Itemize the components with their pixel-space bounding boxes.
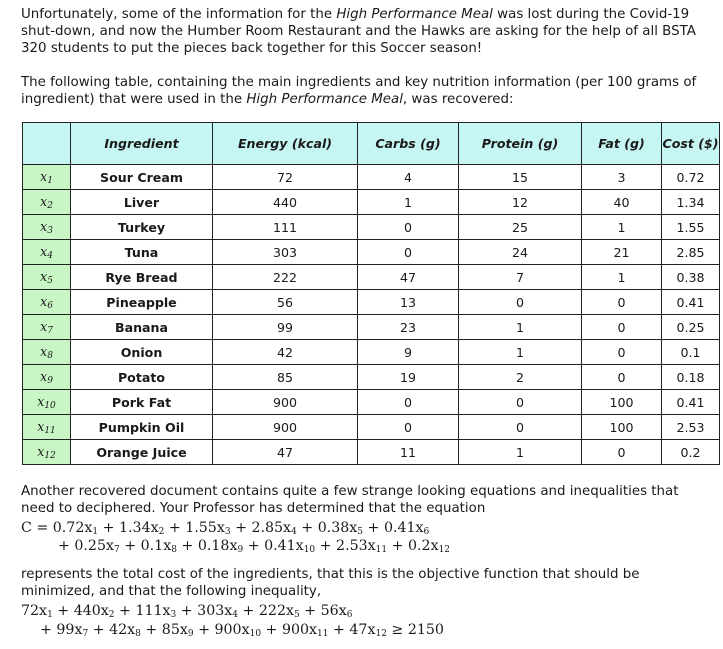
meal-name-2: High Performance Meal xyxy=(246,92,403,107)
term-subscript: 11 xyxy=(375,545,388,555)
carbs-cell: 0 xyxy=(358,240,459,265)
term-coefficient: + 900x xyxy=(261,622,318,638)
term-subscript: 10 xyxy=(303,545,316,555)
ingredient-cell: Pumpkin Oil xyxy=(71,415,213,440)
variable-cell: $x_2$ xyxy=(23,190,71,215)
term-coefficient: + 2.85x xyxy=(230,520,292,536)
term-subscript: 8 xyxy=(171,545,177,555)
fat-cell: 1 xyxy=(582,265,662,290)
term-subscript: 2 xyxy=(108,610,115,620)
fat-cell: 0 xyxy=(582,315,662,340)
energy-cell: 85 xyxy=(213,365,358,390)
variable-cell: $x_4$ xyxy=(23,240,71,265)
header-cell: Energy (kcal) xyxy=(213,123,358,165)
ingredient-cell: Banana xyxy=(71,315,213,340)
carbs-cell: 0 xyxy=(358,390,459,415)
protein-cell: 0 xyxy=(459,290,582,315)
ingredient-cell: Potato xyxy=(71,365,213,390)
fat-cell: 0 xyxy=(582,340,662,365)
carbs-cell: 9 xyxy=(358,340,459,365)
term-coefficient: + 2.53x xyxy=(315,538,376,554)
variable-cell: $x_3$ xyxy=(23,215,71,240)
term-coefficient: C = 0.72x xyxy=(21,520,93,536)
fat-cell: 100 xyxy=(582,390,662,415)
variable-cell: $x_7$ xyxy=(23,315,71,340)
variable-cell: $x_9$ xyxy=(23,365,71,390)
term-coefficient: + 1.34x xyxy=(98,520,159,536)
term-subscript: 3 xyxy=(224,527,231,537)
protein-cell: 1 xyxy=(459,315,582,340)
carbs-cell: 1 xyxy=(358,190,459,215)
term-coefficient: + 0.41x xyxy=(363,520,424,536)
carbs-cell: 13 xyxy=(358,290,459,315)
term-coefficient: + 440x xyxy=(52,603,109,619)
objective-line-2 xyxy=(58,537,450,559)
constraint-line-2 xyxy=(40,621,444,643)
intro-paragraph xyxy=(21,6,711,57)
variable-cell: $x_{11}$ xyxy=(23,415,71,440)
protein-cell: 0 xyxy=(459,390,582,415)
term-coefficient: 72x xyxy=(21,603,48,619)
table-row xyxy=(23,190,720,215)
cost-cell: 2.85 xyxy=(662,240,720,265)
ingredient-cell: Turkey xyxy=(71,215,213,240)
table-row xyxy=(23,440,720,465)
constraint-rhs: ≥ 2150 xyxy=(386,622,444,638)
protein-cell: 12 xyxy=(459,190,582,215)
fat-cell: 0 xyxy=(582,290,662,315)
term-coefficient: + 303x xyxy=(176,603,233,619)
term-subscript: 2 xyxy=(158,527,165,537)
protein-cell: 0 xyxy=(459,415,582,440)
cost-cell: 1.55 xyxy=(662,215,720,240)
cost-cell: 1.34 xyxy=(662,190,720,215)
table-row xyxy=(23,215,720,240)
energy-cell: 440 xyxy=(213,190,358,215)
term-coefficient: + 47x xyxy=(328,622,376,638)
energy-cell: 99 xyxy=(213,315,358,340)
table-header-row xyxy=(23,123,720,165)
term-subscript: 1 xyxy=(92,527,99,537)
term-coefficient: + 0.1x xyxy=(119,538,172,554)
header-cell: Fat (g) xyxy=(582,123,662,165)
table-row xyxy=(23,290,720,315)
term-subscript: 1 xyxy=(47,610,53,620)
term-subscript: 11 xyxy=(317,629,329,639)
variable-cell: $x_{10}$ xyxy=(23,390,71,415)
ingredient-cell: Tuna xyxy=(71,240,213,265)
protein-cell: 15 xyxy=(459,165,582,190)
ingredient-cell: Rye Bread xyxy=(71,265,213,290)
protein-cell: 1 xyxy=(459,440,582,465)
cost-cell: 0.72 xyxy=(662,165,720,190)
term-subscript: 9 xyxy=(237,545,244,555)
variable-cell: $x_5$ xyxy=(23,265,71,290)
energy-cell: 900 xyxy=(213,390,358,415)
carbs-cell: 19 xyxy=(358,365,459,390)
carbs-cell: 23 xyxy=(358,315,459,340)
term-coefficient: + 0.18x xyxy=(176,538,238,554)
ingredient-cell: Sour Cream xyxy=(71,165,213,190)
fat-cell: 0 xyxy=(582,365,662,390)
protein-cell: 7 xyxy=(459,265,582,290)
variable-cell: $x_{12}$ xyxy=(23,440,71,465)
term-subscript: 3 xyxy=(170,610,177,620)
term-coefficient: + 99x xyxy=(40,622,83,638)
term-coefficient: + 0.2x xyxy=(387,538,439,554)
energy-cell: 42 xyxy=(213,340,358,365)
variable-cell: $x_8$ xyxy=(23,340,71,365)
protein-cell: 1 xyxy=(459,340,582,365)
cost-cell: 0.18 xyxy=(662,365,720,390)
term-subscript: 10 xyxy=(249,629,262,639)
fat-cell: 3 xyxy=(582,165,662,190)
energy-cell: 222 xyxy=(213,265,358,290)
header-cell xyxy=(23,123,71,165)
term-subscript: 4 xyxy=(291,527,297,537)
fat-cell: 0 xyxy=(582,440,662,465)
intro-text-a: Unfortunately, some of the information for the xyxy=(21,7,337,22)
variable-cell: $x_6$ xyxy=(23,290,71,315)
table-row xyxy=(23,365,720,390)
term-subscript: 4 xyxy=(232,610,238,620)
header-cell: Protein (g) xyxy=(459,123,582,165)
table-row xyxy=(23,340,720,365)
cost-cell: 0.1 xyxy=(662,340,720,365)
fat-cell: 21 xyxy=(582,240,662,265)
term-subscript: 12 xyxy=(438,545,451,555)
intro-text-b: was lost during the Covid-19 shut-down, and now the Humber Room Restaurant and the Hawks are asking for the help of all BSTA 320 students to put the pieces back together for this Soccer season! xyxy=(21,7,696,56)
energy-cell: 47 xyxy=(213,440,358,465)
cost-cell: 2.53 xyxy=(662,415,720,440)
carbs-cell: 47 xyxy=(358,265,459,290)
energy-cell: 900 xyxy=(213,415,358,440)
energy-cell: 56 xyxy=(213,290,358,315)
term-coefficient: + 222x xyxy=(238,603,294,619)
term-subscript: 12 xyxy=(375,629,387,639)
ingredient-cell: Pork Fat xyxy=(71,390,213,415)
energy-cell: 72 xyxy=(213,165,358,190)
ingredient-cell: Liver xyxy=(71,190,213,215)
ingredient-cell: Pineapple xyxy=(71,290,213,315)
table-row xyxy=(23,240,720,265)
term-subscript: 9 xyxy=(187,629,194,639)
term-coefficient: + 900x xyxy=(193,622,250,638)
cost-cell: 0.2 xyxy=(662,440,720,465)
carbs-cell: 11 xyxy=(358,440,459,465)
term-coefficient: + 1.55x xyxy=(164,520,225,536)
term-coefficient: + 42x xyxy=(88,622,136,638)
term-coefficient: + 85x xyxy=(140,622,188,638)
variable-cell: $x_1$ xyxy=(23,165,71,190)
equation-intro-paragraph: Another recovered document contains quite a few strange looking equations and inequalities that need to deciphered. Your Professor has determined that the equation xyxy=(21,484,679,516)
carbs-cell: 0 xyxy=(358,215,459,240)
term-subscript: 5 xyxy=(357,527,364,537)
term-subscript: 6 xyxy=(346,610,353,620)
protein-cell: 2 xyxy=(459,365,582,390)
term-coefficient: + 0.38x xyxy=(296,520,358,536)
fat-cell: 1 xyxy=(582,215,662,240)
term-coefficient: + 111x xyxy=(114,603,171,619)
header-cell: Ingredient xyxy=(71,123,213,165)
fat-cell: 40 xyxy=(582,190,662,215)
ingredient-cell: Orange Juice xyxy=(71,440,213,465)
energy-cell: 303 xyxy=(213,240,358,265)
table-intro-text-a: The following table, containing the main ingredients and key nutrition information (per 100 grams of ingredient) that were used in the xyxy=(21,75,697,107)
table-row xyxy=(23,390,720,415)
protein-cell: 24 xyxy=(459,240,582,265)
term-subscript: 6 xyxy=(423,527,430,537)
table-row xyxy=(23,265,720,290)
protein-cell: 25 xyxy=(459,215,582,240)
meal-name: High Performance Meal xyxy=(336,7,493,22)
table-row xyxy=(23,165,720,190)
inequality-intro-paragraph: represents the total cost of the ingredients, that this is the objective function that should be minimized, and that the following inequality, xyxy=(21,567,640,599)
term-coefficient: + 0.41x xyxy=(243,538,304,554)
cost-cell: 0.41 xyxy=(662,290,720,315)
table-intro-paragraph xyxy=(21,74,711,108)
term-subscript: 7 xyxy=(82,629,89,639)
carbs-cell: 4 xyxy=(358,165,459,190)
term-coefficient: + 56x xyxy=(299,603,347,619)
nutrition-table xyxy=(22,122,720,465)
fat-cell: 100 xyxy=(582,415,662,440)
table-row xyxy=(23,315,720,340)
header-cell: Carbs (g) xyxy=(358,123,459,165)
table-row xyxy=(23,415,720,440)
term-subscript: 5 xyxy=(294,610,300,620)
term-subscript: 7 xyxy=(114,545,120,555)
table-intro-text-b: , was recovered: xyxy=(402,92,514,107)
header-cell: Cost ($) xyxy=(662,123,720,165)
cost-cell: 0.41 xyxy=(662,390,720,415)
cost-cell: 0.38 xyxy=(662,265,720,290)
energy-cell: 111 xyxy=(213,215,358,240)
ingredient-cell: Onion xyxy=(71,340,213,365)
carbs-cell: 0 xyxy=(358,415,459,440)
cost-cell: 0.25 xyxy=(662,315,720,340)
term-coefficient: + 0.25x xyxy=(58,538,114,554)
term-subscript: 8 xyxy=(135,629,141,639)
